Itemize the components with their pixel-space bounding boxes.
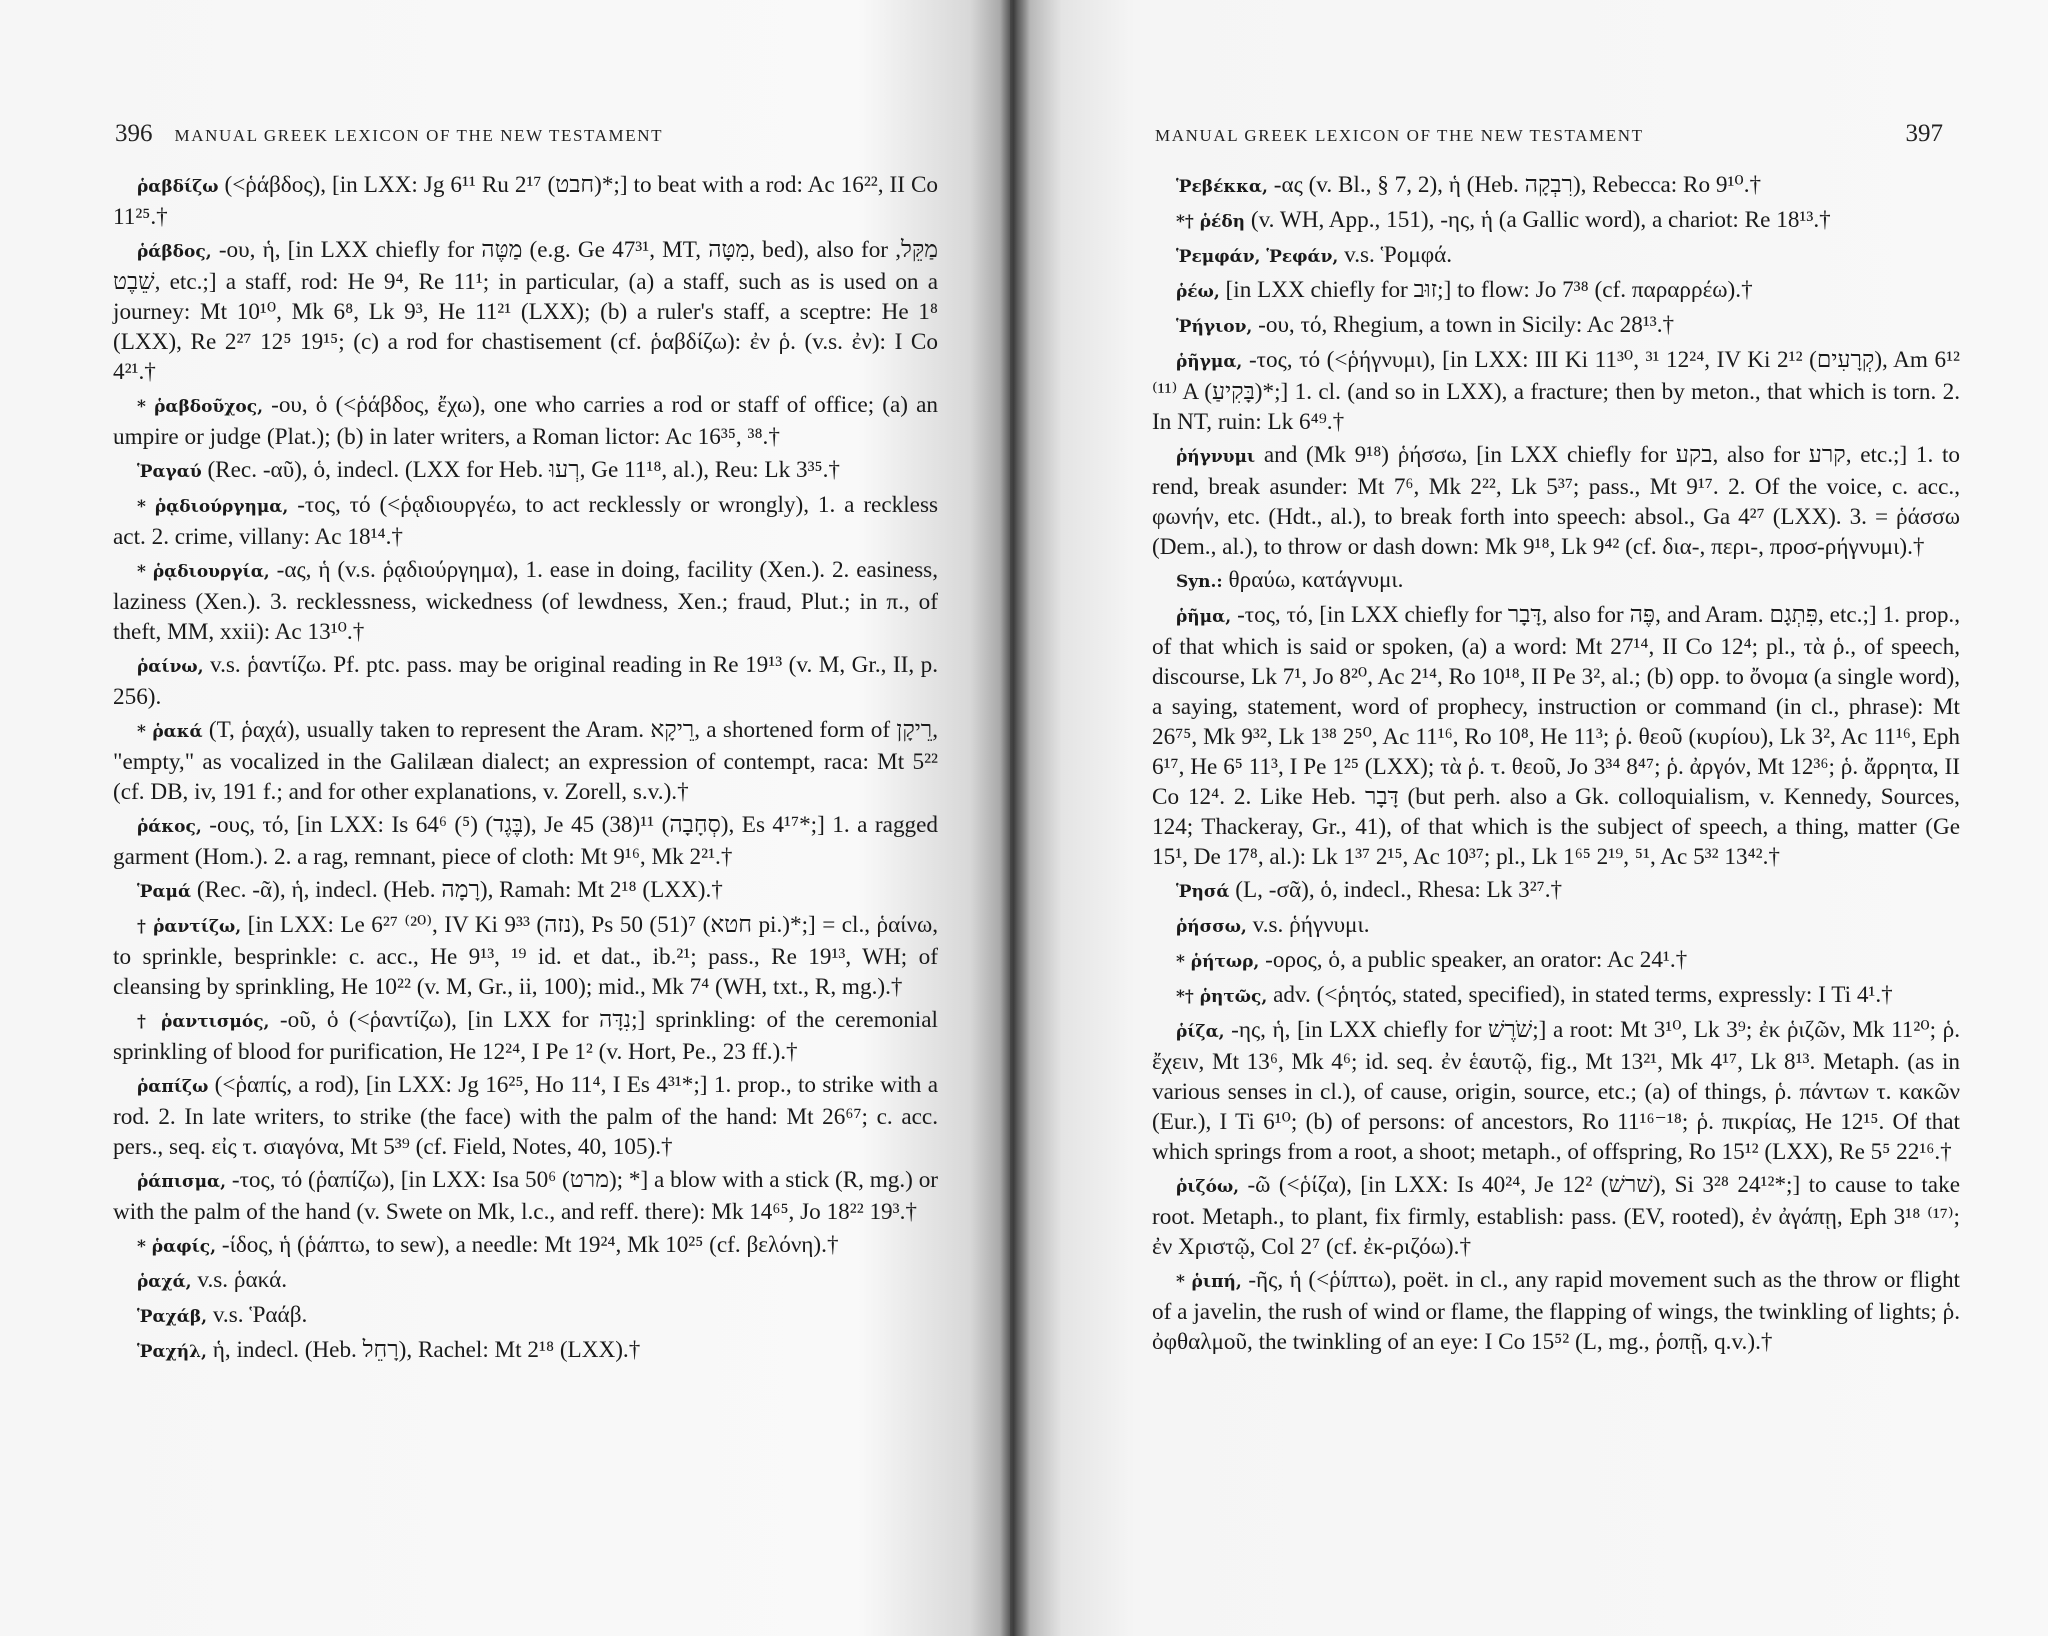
entry-definition: (<ῥάβδος), [in LXX: Jg 6¹¹ Ru 2¹⁷ (חבט)*;] to beat with a rod: Ac 16²², II Co 11²⁵.†: [113, 172, 939, 230]
left-entries-column: [113, 170, 938, 1596]
right-entries-column: [1152, 170, 1960, 1596]
lexicon-entry: [113, 1230, 938, 1262]
entry-headword: * ῥήτωρ,: [1176, 952, 1260, 972]
entry-definition: -οῦ, ὁ (<ῥαντίζω), [in LXX for נִדָּה;] sprinkling: of the ceremonial sprinkling of blood for purification, He 12²⁴, I Pe 1² (v. Hort, Pe., 23 ff.).†: [113, 1007, 938, 1065]
entry-headword: ῥήγνυμι: [1176, 447, 1256, 467]
entry-definition: -ορος, ὁ, a public speaker, an orator: Ac 24¹.†: [1265, 947, 1688, 973]
entry-definition: -τος, τό (<ῥᾳδιουργέω, to act recklessly or wrongly), 1. a reckless act. 2. crime, villany: Ac 18¹⁴.†: [113, 492, 939, 550]
entry-definition: (T, ῥαχά), usually taken to represent the Aram. רֵיקָא, a shortened form of רֵיקָן, "empty," as vocalized in the Galilæan dialect; an expression of contempt, raca: Mt 5²² (cf. DB, iv, 191 f.; and for other explanations, v. Zorell, s.v.).†: [113, 717, 938, 805]
entry-headword: Syn.:: [1176, 572, 1223, 592]
lexicon-entry: [113, 1070, 938, 1162]
entry-headword: ῥάβδος,: [137, 242, 212, 262]
lexicon-entry: [113, 390, 938, 452]
lexicon-entry: [1152, 980, 1960, 1012]
entry-headword: ῥαπίζω: [137, 1077, 209, 1097]
lexicon-entry: [1152, 1015, 1960, 1167]
entry-headword: * ῥακά: [137, 722, 203, 742]
right-page: [1010, 0, 2048, 1636]
entry-headword: Ῥήγιον,: [1176, 317, 1253, 337]
entry-headword: * ῥαφίς,: [137, 1237, 217, 1257]
lexicon-entry: [1152, 170, 1960, 202]
left-running-head: MANUAL GREEK LEXICON OF THE NEW TESTAMENT: [174, 126, 664, 145]
entry-definition: -ίδος, ἡ (ῥάπτω, to sew), a needle: Mt 19²⁴, Mk 10²⁵ (cf. βελόνη).†: [221, 1232, 839, 1258]
lexicon-entry: [113, 1165, 938, 1227]
entry-definition: and (Mk 9¹⁸) ῥήσσω, [in LXX chiefly for בקע, also for קרע, etc.;] 1. to rend, break asunder: Mt 7⁶, Mk 2²², Lk 5³⁷; pass., Mt 9¹⁷. 2. Of the voice, c. acc., φωνήν, etc. (Hdt., al.), to break forth into speech: absol., Ga 4²⁷ (LXX). 3. = ῥάσσω (Dem., al.), to throw or dash down: Mk 9¹⁸, Lk 9⁴² (cf. δια-, περι-, προσ-ρήγνυμι).†: [1152, 442, 1961, 560]
lexicon-entry: [1152, 565, 1960, 597]
entry-definition: [in LXX chiefly for זוּב;] to flow: Jo 7³⁸ (cf. παραρρέω).†: [1225, 277, 1753, 303]
left-page-number: 396: [115, 120, 153, 147]
entry-headword: ῥιζόω,: [1176, 1177, 1240, 1197]
entry-headword: * ῥιπή,: [1176, 1272, 1242, 1292]
entry-headword: Ῥαχήλ,: [137, 1342, 207, 1362]
entry-definition: -ου, τό, Rhegium, a town in Sicily: Ac 28¹³.†: [1258, 312, 1675, 338]
lexicon-entry: [1152, 345, 1960, 437]
lexicon-entry: [1152, 1265, 1960, 1357]
entry-headword: * ῥᾳδιούργημα,: [137, 497, 289, 517]
lexicon-entry: [113, 490, 938, 552]
book-gutter-shadow: [1000, 0, 1030, 1636]
entry-definition: -ῶ (<ῥίζα), [in LXX: Is 40²⁴, Je 12² (שׁרשׁ), Si 3²⁸ 24¹²*;] to cause to take root. Metaph., to plant, fix firmly, establish: pass. (EV, rooted), ἐν ἀγάπῃ, Eph 3¹⁸ ⁽¹⁷⁾; ἐν Χριστῷ, Col 2⁷ (cf. ἐκ-ριζόω).†: [1152, 1172, 1960, 1260]
lexicon-entry: [113, 455, 938, 487]
lexicon-entry: [1152, 600, 1960, 872]
entry-definition: v.s. ῥαντίζω. Pf. ptc. pass. may be original reading in Re 19¹³ (v. M, Gr., II, p. 256).: [113, 652, 939, 710]
entry-definition: (Rec. -ᾶ), ἡ, indecl. (Heb. רָמָה), Ramah: Mt 2¹⁸ (LXX).†: [196, 877, 723, 903]
lexicon-entry: [113, 875, 938, 907]
entry-definition: -τος, τό (ῥαπίζω), [in LXX: Isa 50⁶ (מרט); *] a blow with a stick (R, mg.) or with the palm of the hand (v. Swete on Mk, l.c., and reff. there): Mk 14⁶⁵, Jo 18²² 19³.†: [113, 1167, 939, 1225]
lexicon-entry: [1152, 240, 1960, 272]
entry-headword: Ῥησά: [1176, 882, 1230, 902]
lexicon-entry: [113, 555, 938, 647]
lexicon-entry: [113, 170, 938, 232]
lexicon-entry: [113, 1005, 938, 1067]
entry-definition: -τος, τό, [in LXX chiefly for דָּבָר, also for פֶּה, and Aram. פִּתְגָם, etc.;] 1. prop., of that which is said or spoken, (a) a word: Mt 27¹⁴, II Co 12⁴; pl., τὰ ῥ., of speech, discourse, Lk 7¹, Jo 8²⁰, Ac 2¹⁴, Ro 10¹⁸, II Pe 3², al.; (b) opp. to ὄνομα (a single word), a saying, statement, word of prophecy, instruction or command (in cl., phrase): Mt 26⁷⁵, Mk 9³², Lk 1³⁸ 2⁵⁰, Ac 11¹⁶, Ro 10⁸, He 11³; ῥ. θεοῦ (κυρίου), Lk 3², Ac 11¹⁶, Eph 6¹⁷, He 6⁵ 11³, I Pe 1²⁵ (LXX); τὰ ῥ. τ. θεοῦ, Jo 3³⁴ 8⁴⁷; ῥ. ἀργόν, Mt 12³⁶; ῥ. ἄρρητα, II Co 12⁴. 2. Like Heb. דָּבָר (but perh. also a Gk. colloquialism, v. Kennedy, Sources, 124; Thackeray, Gr., 41), of that which is the subject of speech, a thing, matter (Ge 15¹, De 17⁸, al.): Lk 1³⁷ 2¹⁵, Ac 10³⁷; pl., Lk 1⁶⁵ 2¹⁹, ⁵¹, Ac 5³² 13⁴².†: [1152, 602, 1961, 870]
entry-headword: * ῥαβδοῦχος,: [137, 397, 264, 417]
entry-definition: (L, -σᾶ), ὁ, indecl., Rhesa: Lk 3²⁷.†: [1235, 877, 1563, 903]
lexicon-entry: [113, 650, 938, 712]
entry-headword: *† ῥητῶς,: [1176, 987, 1268, 1007]
lexicon-entry: [1152, 1170, 1960, 1262]
lexicon-entry: [113, 235, 938, 387]
entry-definition: -ῆς, ἡ (<ῥίπτω), poët. in cl., any rapid movement such as the throw or flight of a javelin, the rush of wind or flame, the flapping of wings, the twinkling of lights; ῥ. ὀφθαλμοῦ, the twinkling of an eye: I Co 15⁵² (L, mg., ῥοπῇ, q.v.).†: [1152, 1267, 1960, 1355]
left-page-header: [115, 120, 930, 154]
lexicon-entry: [1152, 945, 1960, 977]
entry-headword: ῥήσσω,: [1176, 917, 1247, 937]
entry-definition: v.s. ῥακά.: [197, 1267, 288, 1293]
entry-headword: Ῥεμφάν, Ῥεφάν,: [1176, 247, 1339, 267]
entry-definition: -τος, τό (<ῥήγνυμι), [in LXX: III Ki 11³⁰, ³¹ 12²⁴, IV Ki 2¹² (קְרָעִים), Am 6¹² ⁽¹¹⁾ A (בָּקִיעַ)*;] 1. cl. (and so in LXX), a fracture; then by meton., that which is torn. 2. In NT, ruin: Lk 6⁴⁹.†: [1152, 347, 1961, 435]
lexicon-entry: [113, 1335, 938, 1367]
lexicon-entry: [113, 1300, 938, 1332]
left-page: [0, 0, 1010, 1636]
entry-headword: † ῥαντίζω,: [137, 917, 242, 937]
entry-definition: -ου, ἡ, [in LXX chiefly for מַטֶּה (e.g. Ge 47³¹, MT, מִטָּה, bed), also for מַקֵּל, שֵׁבֶט, etc.;] a staff, rod: He 9⁴, Re 11¹; in particular, (a) a staff, such as is used on a journey: Mt 10¹⁰, Mk 6⁸, Lk 9³, He 11²¹ (LXX); (b) a ruler's staff, a sceptre: He 1⁸ (LXX), Re 2²⁷ 12⁵ 19¹⁵; (c) a rod for chastisement (cf. ῥαβδίζω): ἐν ῥ. (v.s. ἐν): I Co 4²¹.†: [113, 237, 939, 385]
entry-headword: ῥαίνω,: [137, 657, 204, 677]
entry-definition: v.s. Ῥαάβ.: [212, 1302, 308, 1328]
lexicon-entry: [113, 910, 938, 1002]
entry-definition: -ους, τό, [in LXX: Is 64⁶ (⁵) (בֶּגֶד), Je 45 (38)¹¹ (סְחָבָה), Es 4¹⁷*;] 1. a ragged garment (Hom.). 2. a rag, remnant, piece of cloth: Mt 9¹⁶, Mk 2²¹.†: [113, 812, 939, 870]
entry-headword: *† ῥέδη: [1176, 212, 1246, 232]
entry-definition: -ης, ἡ, [in LXX chiefly for שֹׁרֶשׁ;] a root: Mt 3¹⁰, Lk 3⁹; ἐκ ῥιζῶν, Mk 11²⁰; ῥ. ἔχειν, Mt 13⁶, Mk 4⁶; id. seq. ἐν ἑαυτῷ, fig., Mt 13²¹, Mk 4¹⁷, Lk 8¹³. Metaph. (as in various senses in cl.), of cause, origin, source, etc.; (a) of things, ῥ. πάντων τ. κακῶν (Eur.), I Ti 6¹⁰; (b) of persons: of ancestors, Ro 11¹⁶⁻¹⁸; ῥ. πικρίας, He 12¹⁵. Of that which springs from a root, a shoot; metaph., of offspring, Ro 15¹² (LXX), Re 5⁵ 22¹⁶.†: [1152, 1017, 1961, 1165]
entry-definition: v.s. ῥήγνυμι.: [1252, 912, 1370, 938]
entry-headword: ῥαβδίζω: [137, 177, 219, 197]
entry-headword: * ῥᾳδιουργία,: [137, 562, 270, 582]
entry-definition: adv. (<ῥητός, stated, specified), in stated terms, expressly: I Ti 4¹.†: [1273, 982, 1893, 1008]
entry-headword: ῥῆγμα,: [1176, 352, 1243, 372]
entry-definition: ἡ, indecl. (Heb. רָחֵל), Rachel: Mt 2¹⁸ (LXX).†: [212, 1337, 641, 1363]
lexicon-entry: [113, 1265, 938, 1297]
lexicon-entry: [1152, 205, 1960, 237]
entry-definition: θραύω, κατάγνυμι.: [1228, 567, 1404, 593]
right-page-number: 397: [1905, 120, 1943, 147]
entry-headword: † ῥαντισμός,: [137, 1012, 270, 1032]
entry-headword: ῥάκος,: [137, 817, 202, 837]
entry-definition: -ας (v. Bl., § 7, 2), ἡ (Heb. רִבְקָה), Rebecca: Ro 9¹⁰.†: [1273, 172, 1762, 198]
entry-definition: (<ῥαπίς, a rod), [in LXX: Jg 16²⁵, Ho 11⁴, I Es 4³¹*;] 1. prop., to strike with a rod. 2. In late writers, to strike (the face) with the palm of the hand: Mt 26⁶⁷; c. acc. pers., seq. εἰς τ. σιαγόνα, Mt 5³⁹ (cf. Field, Notes, 40, 105).†: [113, 1072, 939, 1160]
lexicon-entry: [113, 715, 938, 807]
entry-headword: ῥέω,: [1176, 282, 1220, 302]
entry-headword: ῥάπισμα,: [137, 1172, 227, 1192]
entry-headword: Ῥαχάβ,: [137, 1307, 208, 1327]
lexicon-entry: [1152, 310, 1960, 342]
entry-definition: -ας, ἡ (v.s. ῥᾳδιούργημα), 1. ease in doing, facility (Xen.). 2. easiness, laziness (Xen.). 3. recklessness, wickedness (of lewdness, Xen.; fraud, Plut.; in π., of theft, MM, xxii): Ac 13¹⁰.†: [113, 557, 939, 645]
entry-headword: ῥίζα,: [1176, 1022, 1225, 1042]
entry-headword: Ῥαμά: [137, 882, 192, 902]
right-running-head: MANUAL GREEK LEXICON OF THE NEW TESTAMENT: [1155, 126, 1644, 145]
entry-definition: (Rec. -αῦ), ὁ, indecl. (LXX for Heb. רְעוּ, Ge 11¹⁸, al.), Reu: Lk 3³⁵.†: [207, 457, 841, 483]
lexicon-entry: [1152, 440, 1960, 562]
lexicon-entry: [1152, 275, 1960, 307]
entry-definition: -ου, ὁ (<ῥάβδος, ἔχω), one who carries a rod or staff of office; (a) an umpire or judge (Plat.); (b) in later writers, a Roman lictor: Ac 16³⁵, ³⁸.†: [113, 392, 938, 450]
entry-headword: Ῥεβέκκα,: [1176, 177, 1268, 197]
entry-headword: ῥῆμα,: [1176, 607, 1232, 627]
entry-definition: [in LXX: Le 6²⁷ ⁽²⁰⁾, IV Ki 9³³ (נזה), Ps 50 (51)⁷ (חטא pi.)*;] = cl., ῥαίνω, to sprinkle, besprinkle: c. acc., He 9¹³, ¹⁹ id. et dat., ib.²¹; pass., Re 19¹³, WH; of cleansing by sprinkling, He 10²² (v. M, Gr., ii, 100); mid., Mk 7⁴ (WH, txt., R, mg.).†: [113, 912, 939, 1000]
lexicon-entry: [1152, 875, 1960, 907]
entry-headword: Ῥαγαύ: [137, 462, 202, 482]
lexicon-entry: [113, 810, 938, 872]
lexicon-entry: [1152, 910, 1960, 942]
right-page-header: [1155, 120, 1943, 154]
entry-definition: (v. WH, App., 151), -ης, ἡ (a Gallic word), a chariot: Re 18¹³.†: [1250, 207, 1831, 233]
entry-definition: v.s. Ῥομφά.: [1344, 242, 1453, 268]
entry-headword: ῥαχά,: [137, 1272, 192, 1292]
